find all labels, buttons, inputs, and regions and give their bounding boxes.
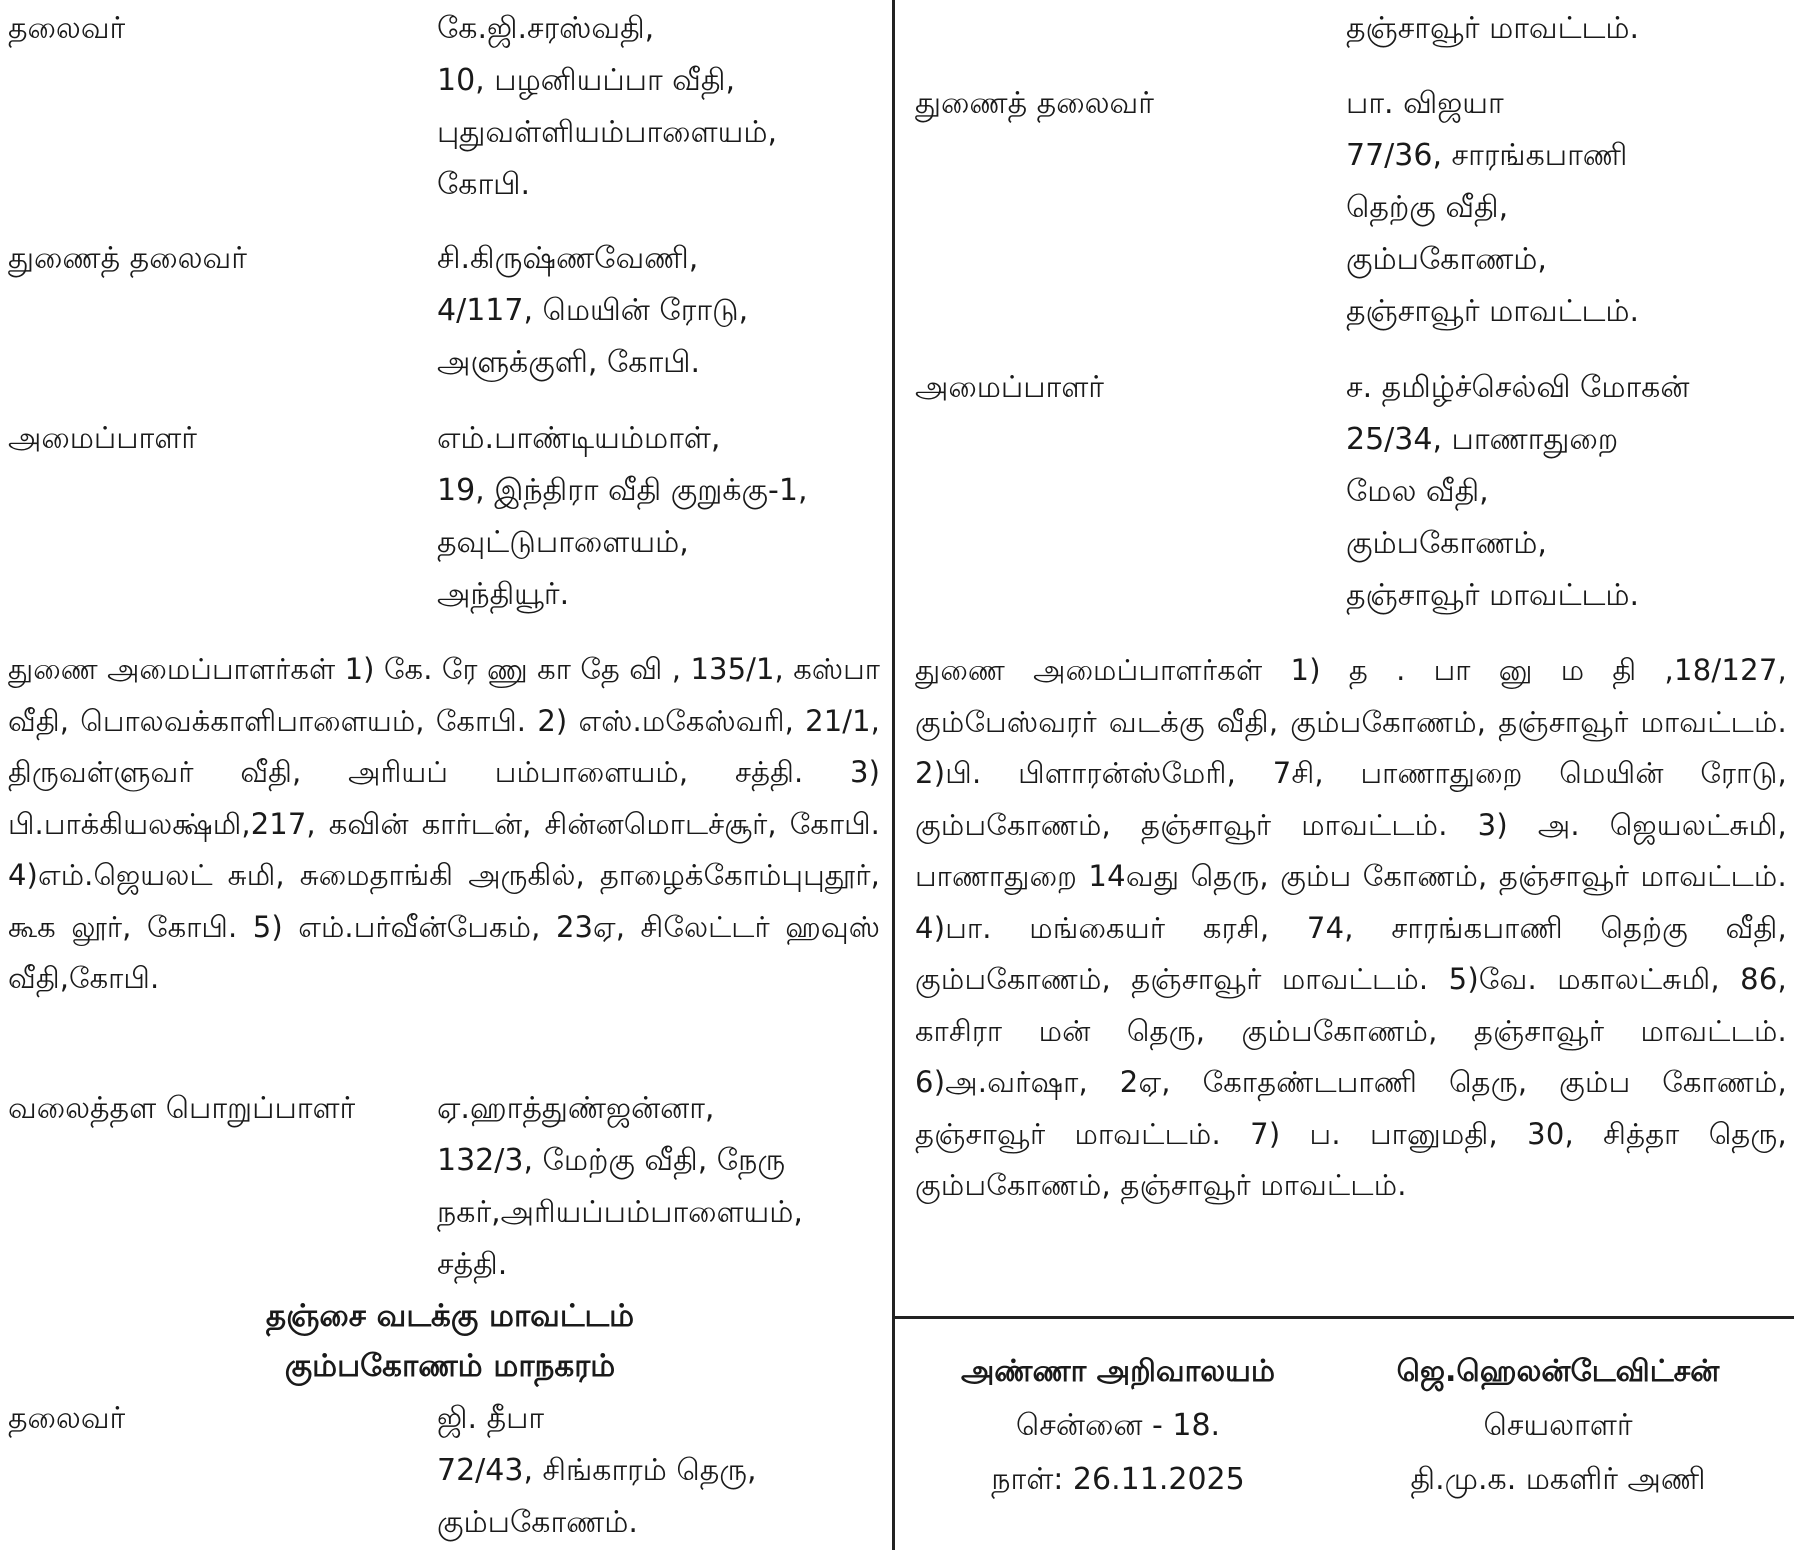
office-city: சென்னை - 18. [1015, 1408, 1221, 1443]
address-line: ச. தமிழ்ச்செல்வி மோகன் [1346, 370, 1690, 405]
deputy-organizers-paragraph: துணை அமைப்பாளர்கள் 1) கே. ரே ணு கா தே வி , 135/1, கஸ்பா வீதி, பொலவக்காளிபாளையம், கோபி. 2) எஸ்.மகேஸ்வரி, 21/1, திருவள்ளுவர் வீதி, அரியப் பம்பாளையம், சத்தி. 3) பி.பாக்கியலக்ஷ்மி,217, கவின் கார்டன், சின்னமொடச்சூர், கோபி. 4)எம்.ஜெயலட் சுமி, சுமைதாங்கி அருகில், தாழைக்கோம்புபுதூர், கூக லூர், கோபி. 5) எம்.பர்வீன்பேகம், 23ஏ, சிலேட்டர் ஹவுஸ் வீதி,கோபி. [8, 652, 880, 995]
address-block [437, 3, 777, 211]
signatory-title: செயலாளர் [1483, 1408, 1633, 1443]
address-block [1346, 78, 1639, 338]
address-line: கும்பகோணம், [1346, 526, 1547, 561]
address-line: கும்பகோணம், [1346, 242, 1547, 277]
signature-secretary [1348, 1345, 1768, 1507]
signatory-name: ஜெ.ஹெலன்டேவிட்சன் [1396, 1354, 1720, 1389]
address-line: எம்.பாண்டியம்மாள், [437, 421, 721, 456]
role-label: தலைவர் [8, 11, 126, 46]
role-label: அமைப்பாளர் [8, 421, 197, 456]
address-block [437, 233, 748, 389]
address-line: அந்தியூர். [437, 577, 570, 612]
signature-rule [895, 1316, 1794, 1319]
address-line: கும்பகோணம். [437, 1505, 638, 1540]
address-block [437, 1083, 803, 1291]
role-label: அமைப்பாளர் [915, 370, 1104, 405]
section-heading: தஞ்சை வடக்கு மாவட்டம் [265, 1298, 635, 1334]
address-line: ஜி. தீபா [437, 1401, 545, 1436]
address-line: தஞ்சாவூர் மாவட்டம். [1346, 11, 1640, 46]
address-line: பா. விஜயா [1346, 86, 1504, 121]
address-line: சத்தி. [437, 1247, 508, 1282]
signatory-organization: தி.மு.க. மகளிர் அணி [1410, 1462, 1706, 1497]
address-line: 132/3, மேற்கு வீதி, நேரு [437, 1143, 786, 1178]
address-block [1346, 362, 1689, 622]
address-line: 25/34, பாணாதுறை [1346, 422, 1619, 457]
address-line: ஏ.ஹாத்துண்ஜன்னா, [437, 1091, 715, 1126]
address-line: புதுவள்ளியம்பாளையம், [437, 115, 778, 150]
address-line: தஞ்சாவூர் மாவட்டம். [1346, 294, 1640, 329]
address-line: 4/117, மெயின் ரோடு, [437, 293, 749, 328]
address-line: கோபி. [437, 167, 531, 202]
address-line: 77/36, சாரங்கபாணி [1346, 138, 1628, 173]
office-name: அண்ணா அறிவாலயம் [960, 1354, 1276, 1389]
address-line: அளுக்குளி, கோபி. [437, 345, 701, 380]
address-line: நகர்,அரியப்பம்பாளையம், [437, 1195, 803, 1230]
address-line: 72/43, சிங்காரம் தெரு, [437, 1453, 757, 1488]
role-label: வலைத்தள பொறுப்பாளர் [8, 1091, 356, 1126]
role-label: துணைத் தலைவர் [8, 241, 247, 276]
role-label: துணைத் தலைவர் [915, 86, 1154, 121]
section-subheading: கும்பகோணம் மாநகரம் [284, 1348, 616, 1384]
document-date: நாள்: 26.11.2025 [991, 1462, 1245, 1497]
address-line: 19, இந்திரா வீதி குறுக்கு-1, [437, 473, 808, 508]
role-label: தலைவர் [8, 1401, 126, 1436]
address-line: தவுட்டுபாளையம், [437, 525, 689, 560]
address-line: 10, பழனியப்பா வீதி, [437, 63, 736, 98]
signature-office [923, 1345, 1313, 1507]
address-line: சி.கிருஷ்ணவேணி, [437, 241, 699, 276]
deputy-organizers-paragraph: துணை அமைப்பாளர்கள் 1) த . பா னு ம தி ,18/127, கும்பேஸ்வரர் வடக்கு வீதி, கும்பகோணம், தஞ்சாவூர் மாவட்டம். 2)பி. பிளாரன்ஸ்மேரி, 7சி, பாணாதுறை மெயின் ரோடு, கும்பகோணம், தஞ்சாவூர் மாவட்டம். 3) அ. ஜெயலட்சுமி, பாணாதுறை 14வது தெரு, கும்ப கோணம், தஞ்சாவூர் மாவட்டம். 4)பா. மங்கையர் கரசி, 74, சாரங்கபாணி தெற்கு வீதி, கும்பகோணம், தஞ்சாவூர் மாவட்டம். 5)வே. மகாலட்சுமி, 86, காசிரா மன் தெரு, கும்பகோணம், தஞ்சாவூர் மாவட்டம். 6)அ.வர்ஷா, 2ஏ, கோதண்டபாணி தெரு, கும்ப கோணம், தஞ்சாவூர் மாவட்டம். 7) ப. பானுமதி, 30, சித்தா தெரு, கும்பகோணம், தஞ்சாவூர் மாவட்டம். [915, 653, 1787, 1202]
address-line: தஞ்சாவூர் மாவட்டம். [1346, 578, 1640, 613]
address-line: மேல வீதி, [1346, 474, 1489, 509]
address-block [437, 1393, 757, 1549]
address-line: தெற்கு வீதி, [1346, 190, 1509, 225]
address-line: கே.ஜி.சரஸ்வதி, [437, 11, 655, 46]
address-block [437, 413, 807, 621]
